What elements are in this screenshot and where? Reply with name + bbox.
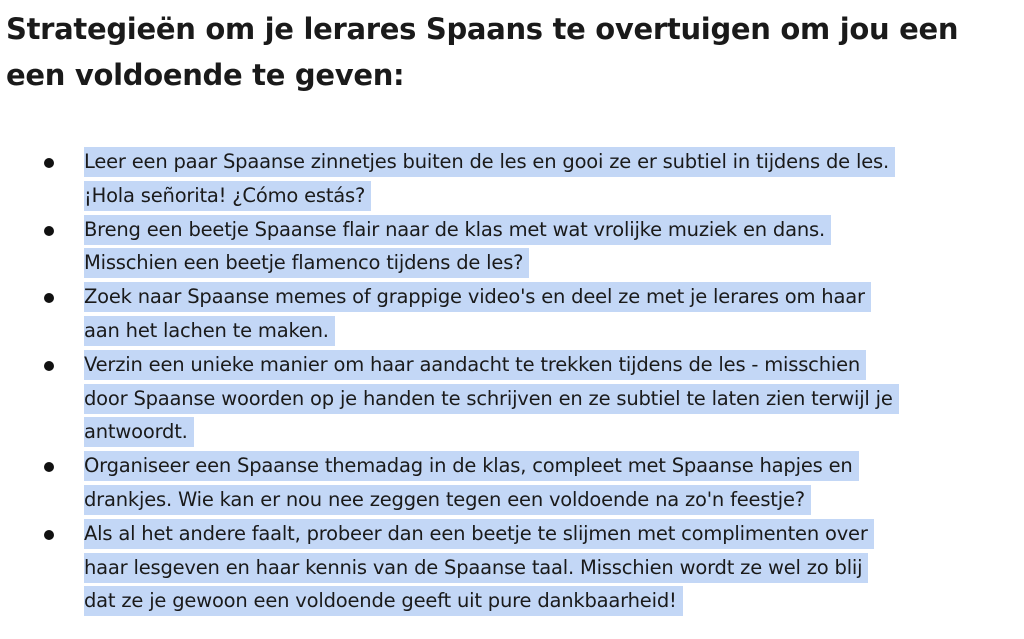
bullet-icon	[44, 293, 54, 303]
list-item-line: Organiseer een Spaanse themadag in de klas, compleet met Spaanse hapjes en	[84, 454, 853, 478]
list-item	[0, 517, 1024, 618]
list-item-text	[84, 451, 859, 515]
list-item-line: Als al het andere faalt, probeer dan een beetje te slijmen met complimenten over	[84, 521, 868, 545]
list-item-text	[84, 147, 895, 211]
list-item	[0, 145, 1024, 213]
list-item-line: Verzin een unieke manier om haar aandacht te trekken tijdens de les - misschien	[84, 352, 861, 376]
list-item-line: Misschien een beetje flamenco tijdens de les?	[84, 251, 524, 275]
page-title: Strategieën om je lerares Spaans te overtuigen om jou een een voldoende te geven:	[6, 12, 959, 92]
list-item-line: Zoek naar Spaanse memes of grappige video's en deel ze met je lerares om haar	[84, 285, 865, 309]
strategy-list	[0, 145, 1024, 618]
list-item-text	[84, 519, 874, 617]
list-item-line: door Spaanse woorden op je handen te schrijven en ze subtiel te laten zien terwijl je	[84, 386, 893, 410]
list-item-line: antwoordt.	[84, 420, 188, 444]
list-item-line: Breng een beetje Spaanse flair naar de klas met wat vrolijke muziek en dans.	[84, 217, 825, 241]
list-item-text	[84, 282, 871, 346]
list-item-line: haar lesgeven en haar kennis van de Spaanse taal. Misschien wordt ze wel zo blij	[84, 555, 863, 579]
bullet-icon	[44, 530, 54, 540]
list-item-line: Leer een paar Spaanse zinnetjes buiten de les en gooi ze er subtiel in tijdens de les.	[84, 150, 889, 173]
list-item-text	[84, 215, 831, 279]
list-item	[0, 348, 1024, 449]
list-item-line: aan het lachen te maken.	[84, 318, 329, 342]
bullet-icon	[44, 361, 54, 371]
bullet-icon	[44, 462, 54, 472]
list-item	[0, 213, 1024, 281]
bullet-icon	[44, 158, 54, 168]
list-item-text	[84, 350, 899, 448]
bullet-icon	[44, 226, 54, 236]
list-item	[0, 449, 1024, 517]
list-item-line: dat ze je gewoon een voldoende geeft uit pure dankbaarheid!	[84, 589, 677, 613]
list-item-line: ¡Hola señorita! ¿Cómo estás?	[84, 183, 366, 207]
list-item-line: drankjes. Wie kan er nou nee zeggen tegen een voldoende na zo'n feestje?	[84, 487, 805, 511]
list-item	[0, 280, 1024, 348]
